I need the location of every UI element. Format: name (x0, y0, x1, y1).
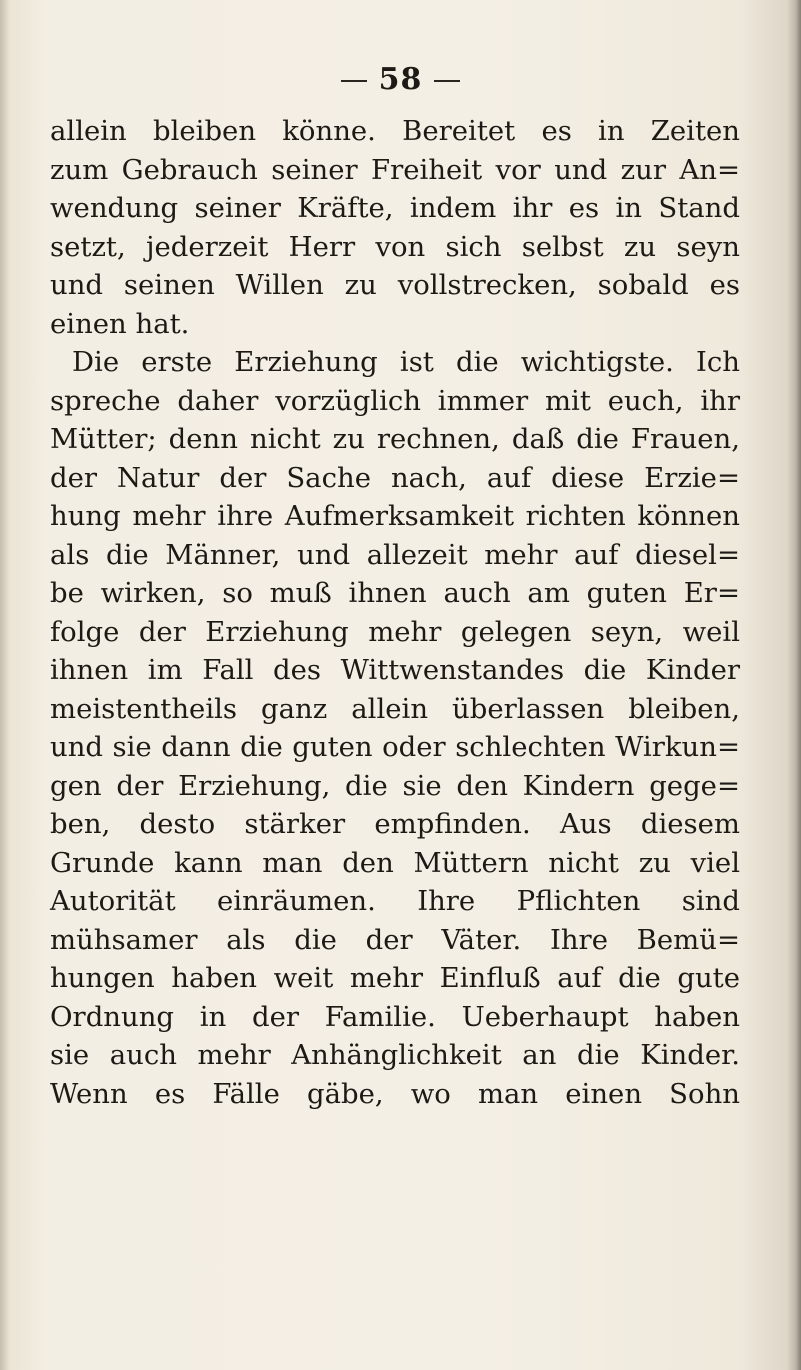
text-line: hungen haben weit mehr Einfluß auf die gute (50, 962, 740, 994)
body-text (50, 112, 740, 1113)
text-line: Wenn es Fälle gäbe, wo man einen Sohn (50, 1077, 740, 1110)
text-line: sie auch mehr Anhänglichkeit an die Kinder. (50, 1039, 740, 1071)
text-line: Die erste Erziehung ist die wichtigste. Ich (72, 346, 740, 378)
header-dash-right (434, 80, 460, 82)
text-line: meistentheils ganz allein überlassen bleiben, (50, 692, 740, 725)
text-line: wendung seiner Kräfte, indem ihr es in Stand (50, 192, 740, 224)
text-line: und seinen Willen zu vollstrecken, sobald es (50, 269, 740, 301)
text-line: allein bleiben könne. Bereitet es in Zeiten (50, 115, 740, 147)
text-line: hung mehr ihre Aufmerksamkeit richten können (50, 500, 740, 532)
text-line: als die Männer, und allezeit mehr auf diesel= (50, 538, 740, 571)
page-number: 58 (378, 62, 423, 97)
header-dash-left (341, 80, 367, 82)
text-line: folge der Erziehung mehr gelegen seyn, weil (50, 615, 740, 648)
text-line: ben, desto stärker empfinden. Aus diesem (50, 808, 740, 840)
text-line: setzt, jederzeit Herr von sich selbst zu seyn (50, 230, 740, 263)
text-line: ihnen im Fall des Wittwenstandes die Kinder (50, 654, 740, 686)
page-gutter-shadow (0, 0, 10, 1370)
text-line: einen hat. (50, 307, 190, 340)
text-line: mühsamer als die der Väter. Ihre Bemü= (50, 923, 740, 956)
text-line: der Natur der Sache nach, auf diese Erzie= (50, 461, 740, 494)
text-line: und sie dann die guten oder schlechten Wirkun= (50, 731, 740, 763)
text-line: Autorität einräumen. Ihre Pflichten sind (50, 885, 740, 917)
text-line: Ordnung in der Familie. Ueberhaupt haben (50, 1000, 740, 1033)
text-line: zum Gebrauch seiner Freiheit vor und zur An= (50, 153, 740, 186)
text-line: be wirken, so muß ihnen auch am guten Er= (50, 577, 740, 609)
text-line: gen der Erziehung, die sie den Kindern gege= (50, 769, 740, 802)
page-edge-shadow (787, 0, 801, 1370)
text-line: Grunde kann man den Müttern nicht zu viel (50, 846, 740, 879)
text-line: spreche daher vorzüglich immer mit euch, ihr (50, 384, 740, 417)
page-header (0, 62, 801, 97)
text-line: Mütter; denn nicht zu rechnen, daß die Frauen, (50, 423, 740, 455)
